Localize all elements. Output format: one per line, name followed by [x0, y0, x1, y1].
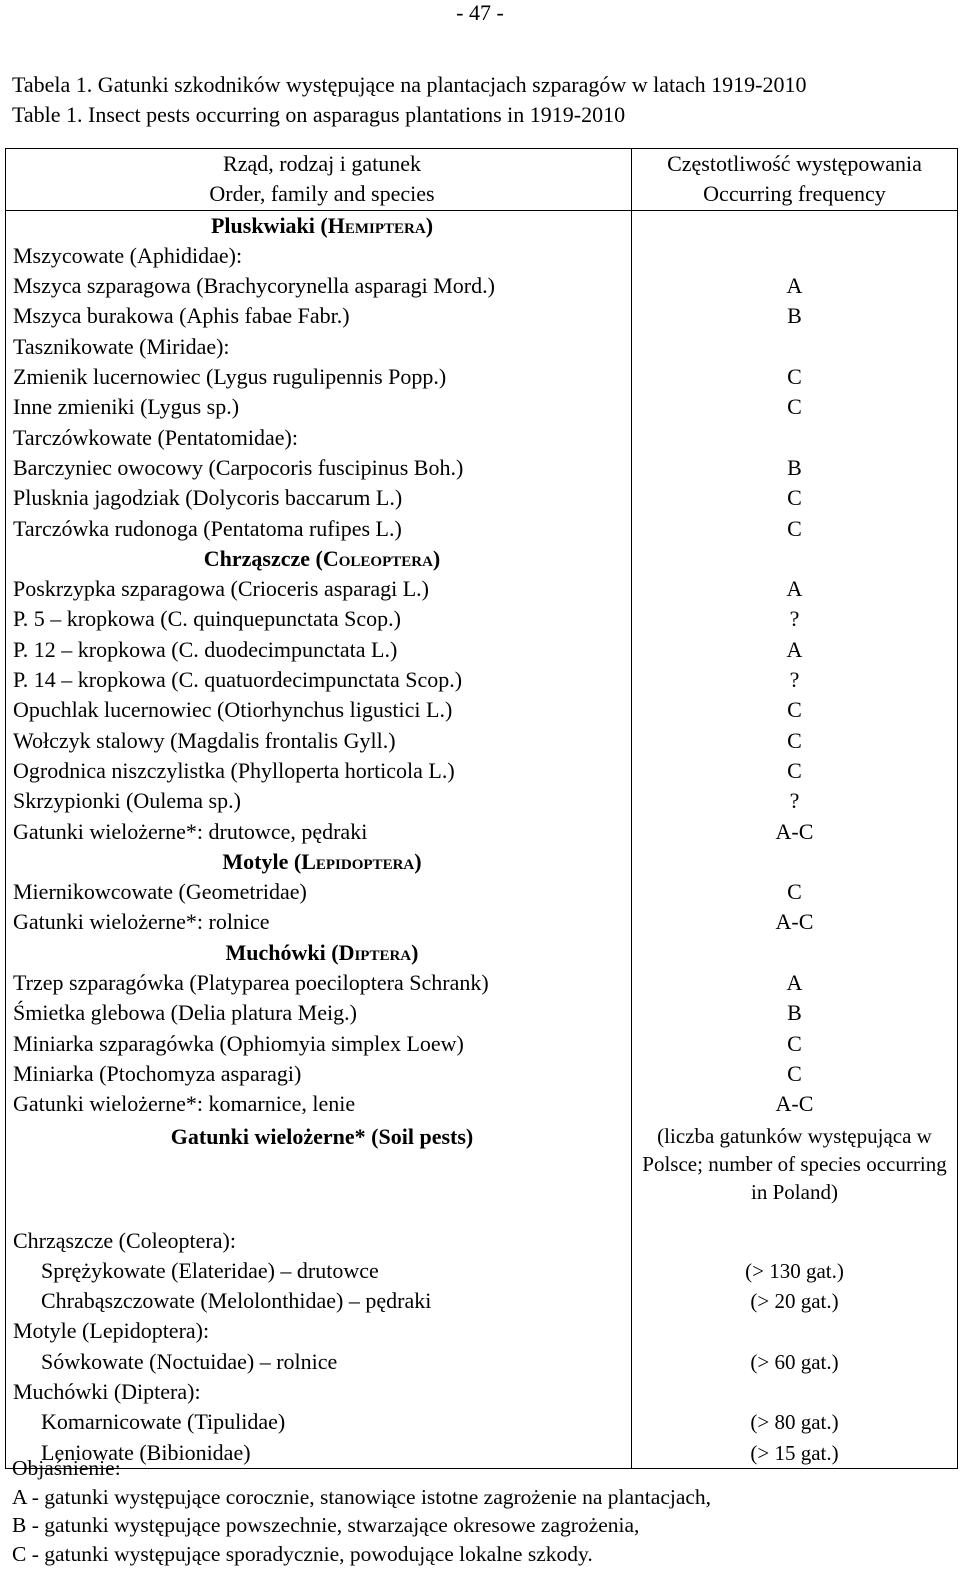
- table-row: [6, 635, 958, 665]
- table-row: [6, 786, 958, 816]
- spacer-row: [6, 1206, 958, 1226]
- table-row: [6, 817, 958, 847]
- caption-english: Table 1. Insect pests occurring on asparagus plantations in 1919-2010: [12, 102, 626, 127]
- soil-pests-title: Gatunki wielożerne* (Soil pests): [6, 1120, 632, 1206]
- soil-pest-name: Leniowate (Bibionidae): [6, 1438, 632, 1469]
- species-name: Mszyca szparagowa (Brachycorynella asparagi Mord.): [6, 271, 632, 301]
- group-title-order: Coleoptera: [322, 545, 433, 571]
- species-name: Gatunki wielożerne*: komarnice, lenie: [6, 1089, 632, 1119]
- spacer-cell: [632, 1206, 958, 1226]
- group-title-order: Diptera: [338, 939, 412, 965]
- table-row: [6, 362, 958, 392]
- soil-pest-name: Chrabąszczowate (Melolonthidae) – pędraki: [6, 1286, 632, 1316]
- frequency-value: C: [632, 695, 958, 725]
- soil-pest-name: Muchówki (Diptera):: [6, 1377, 632, 1407]
- legend-item-b: B - gatunki występujące powszechnie, stwarzające okresowe zagrożenia,: [12, 1513, 640, 1537]
- soil-pest-row: [6, 1377, 958, 1407]
- table-row: [6, 907, 958, 937]
- soil-pest-name: Komarnicowate (Tipulidae): [6, 1407, 632, 1437]
- soil-pests-heading-row: [6, 1120, 958, 1206]
- table-row: [6, 241, 958, 271]
- frequency-value: A: [632, 968, 958, 998]
- frequency-value: C: [632, 756, 958, 786]
- table-caption: [12, 70, 806, 130]
- table-row: [6, 453, 958, 483]
- species-name: Inne zmieniki (Lygus sp.): [6, 392, 632, 422]
- group-heading-row: [6, 210, 958, 241]
- group-title-tail: ): [425, 212, 434, 238]
- frequency-value: C: [632, 1059, 958, 1089]
- group-heading: [6, 210, 632, 241]
- frequency-value: A: [632, 271, 958, 301]
- table-row: [6, 756, 958, 786]
- table-row: [6, 726, 958, 756]
- frequency-value: [632, 423, 958, 453]
- species-name: Gatunki wielożerne*: rolnice: [6, 907, 632, 937]
- table-row: [6, 332, 958, 362]
- soil-pest-row: [6, 1407, 958, 1437]
- frequency-value: A: [632, 574, 958, 604]
- frequency-value: ?: [632, 665, 958, 695]
- frequency-value: A-C: [632, 1089, 958, 1119]
- table-row: [6, 665, 958, 695]
- soil-pest-row: [6, 1316, 958, 1346]
- frequency-value: C: [632, 514, 958, 544]
- frequency-value: A-C: [632, 817, 958, 847]
- species-name: Śmietka glebowa (Delia platura Meig.): [6, 998, 632, 1028]
- group-heading-row: [6, 544, 958, 574]
- table-row: [6, 1059, 958, 1089]
- group-heading-frequency: [632, 847, 958, 877]
- legend: [12, 1454, 711, 1568]
- group-heading-frequency: [632, 938, 958, 968]
- soil-pest-count: [632, 1316, 958, 1346]
- species-name: Gatunki wielożerne*: drutowce, pędraki: [6, 817, 632, 847]
- table-header-row: [6, 149, 958, 211]
- frequency-value: C: [632, 877, 958, 907]
- frequency-value: [632, 332, 958, 362]
- frequency-value: A-C: [632, 907, 958, 937]
- soil-pest-name: Sówkowate (Noctuidae) – rolnice: [6, 1347, 632, 1377]
- group-title-tail: ): [411, 939, 419, 965]
- group-heading-row: [6, 847, 958, 877]
- header-species-cell: [6, 149, 632, 211]
- header-species-en: Order, family and species: [209, 181, 435, 207]
- species-name: Barczyniec owocowy (Carpocoris fuscipinus Boh.): [6, 453, 632, 483]
- species-name: Tarczówkowate (Pentatomidae):: [6, 423, 632, 453]
- frequency-value: B: [632, 453, 958, 483]
- species-name: Tasznikowate (Miridae):: [6, 332, 632, 362]
- table-row: [6, 1089, 958, 1119]
- soil-pest-name: Chrząszcze (Coleoptera):: [6, 1226, 632, 1256]
- soil-pest-row: [6, 1286, 958, 1316]
- soil-pest-row: [6, 1256, 958, 1286]
- frequency-value: [632, 241, 958, 271]
- table-row: [6, 514, 958, 544]
- frequency-value: C: [632, 392, 958, 422]
- soil-pests-count-note: (liczba gatunków występująca w Polsce; number of species occurring in Poland): [632, 1120, 958, 1206]
- table-row: [6, 271, 958, 301]
- species-name: P. 14 – kropkowa (C. quatuordecimpunctata Scop.): [6, 665, 632, 695]
- soil-pest-count: [632, 1226, 958, 1256]
- species-name: Mszycowate (Aphididae):: [6, 241, 632, 271]
- species-name: Tarczówka rudonoga (Pentatoma rufipes L.): [6, 514, 632, 544]
- group-heading-frequency: [632, 544, 958, 574]
- page-number: - 47 -: [456, 0, 504, 25]
- table-row: [6, 483, 958, 513]
- frequency-value: C: [632, 362, 958, 392]
- soil-pest-count: [632, 1377, 958, 1407]
- species-name: Miniarka (Ptochomyza asparagi): [6, 1059, 632, 1089]
- soil-pest-count: (> 60 gat.): [632, 1347, 958, 1377]
- species-name: Zmienik lucernowiec (Lygus rugulipennis Popp.): [6, 362, 632, 392]
- species-name: Opuchlak lucernowiec (Otiorhynchus ligustici L.): [6, 695, 632, 725]
- group-title-order: Hemiptera: [327, 212, 426, 238]
- species-name: P. 12 – kropkowa (C. duodecimpunctata L.): [6, 635, 632, 665]
- group-heading: [6, 938, 632, 968]
- group-heading: [6, 847, 632, 877]
- group-title-lead: Pluskwiaki (: [210, 212, 328, 238]
- species-name: Poskrzypka szparagowa (Crioceris asparagi L.): [6, 574, 632, 604]
- species-name: P. 5 – kropkowa (C. quinquepunctata Scop.): [6, 604, 632, 634]
- frequency-value: B: [632, 301, 958, 331]
- frequency-value: C: [632, 726, 958, 756]
- table-row: [6, 301, 958, 331]
- soil-pest-count: (> 130 gat.): [632, 1256, 958, 1286]
- frequency-value: C: [632, 483, 958, 513]
- soil-pest-count: (> 15 gat.): [632, 1438, 958, 1469]
- group-heading: [6, 544, 632, 574]
- species-name: Skrzypionki (Oulema sp.): [6, 786, 632, 816]
- frequency-value: B: [632, 998, 958, 1028]
- group-title-lead: Chrząszcze (: [203, 545, 323, 571]
- header-frequency-en: Occurring frequency: [703, 181, 886, 207]
- header-frequency-pl: Częstotliwość występowania: [667, 151, 922, 176]
- spacer-cell: [6, 1206, 632, 1226]
- species-name: Trzep szparagówka (Platyparea poeciloptera Schrank): [6, 968, 632, 998]
- table-row: [6, 695, 958, 725]
- table-row: [6, 604, 958, 634]
- species-name: Miniarka szparagówka (Ophiomyia simplex Loew): [6, 1029, 632, 1059]
- group-heading-row: [6, 938, 958, 968]
- species-name: Miernikowcowate (Geometridae): [6, 877, 632, 907]
- soil-pest-count: (> 80 gat.): [632, 1407, 958, 1437]
- species-name: Plusknia jagodziak (Dolycoris baccarum L.): [6, 483, 632, 513]
- table-row: [6, 877, 958, 907]
- table-row: [6, 392, 958, 422]
- soil-pest-count: (> 20 gat.): [632, 1286, 958, 1316]
- legend-item-a: A - gatunki występujące corocznie, stanowiące istotne zagrożenie na plantacjach,: [12, 1484, 712, 1509]
- frequency-value: A: [632, 635, 958, 665]
- species-name: Mszyca burakowa (Aphis fabae Fabr.): [6, 301, 632, 331]
- soil-pest-name: Sprężykowate (Elateridae) – drutowce: [6, 1256, 632, 1286]
- table-row: [6, 998, 958, 1028]
- legend-item-c: C - gatunki występujące sporadycznie, powodujące lokalne szkody.: [12, 1541, 593, 1566]
- frequency-value: ?: [632, 604, 958, 634]
- species-name: Wołczyk stalowy (Magdalis frontalis Gyll.): [6, 726, 632, 756]
- table-row: [6, 574, 958, 604]
- group-title-lead: Muchówki (: [225, 939, 339, 965]
- frequency-value: C: [632, 1029, 958, 1059]
- soil-pest-row: [6, 1347, 958, 1377]
- soil-pest-name: Motyle (Lepidoptera):: [6, 1316, 632, 1346]
- pest-table: [5, 148, 958, 1469]
- species-name: Ogrodnica niszczylistka (Phylloperta horticola L.): [6, 756, 632, 786]
- header-frequency-cell: [632, 149, 958, 211]
- group-title-lead: Motyle (: [222, 848, 302, 874]
- table-row: [6, 1029, 958, 1059]
- caption-polish: Tabela 1. Gatunki szkodników występujące na plantacjach szparagów w latach 1919-2010: [12, 72, 807, 97]
- group-title-tail: ): [432, 545, 441, 571]
- table-row: [6, 968, 958, 998]
- frequency-value: ?: [632, 786, 958, 816]
- group-title-order: Lepidoptera: [301, 848, 415, 874]
- group-heading-frequency: [632, 210, 958, 241]
- legend-title: Objaśnienie:: [12, 1456, 121, 1480]
- soil-pest-row: [6, 1226, 958, 1256]
- header-species-pl: Rząd, rodzaj i gatunek: [223, 151, 421, 176]
- table-row: [6, 423, 958, 453]
- group-title-tail: ): [414, 848, 422, 874]
